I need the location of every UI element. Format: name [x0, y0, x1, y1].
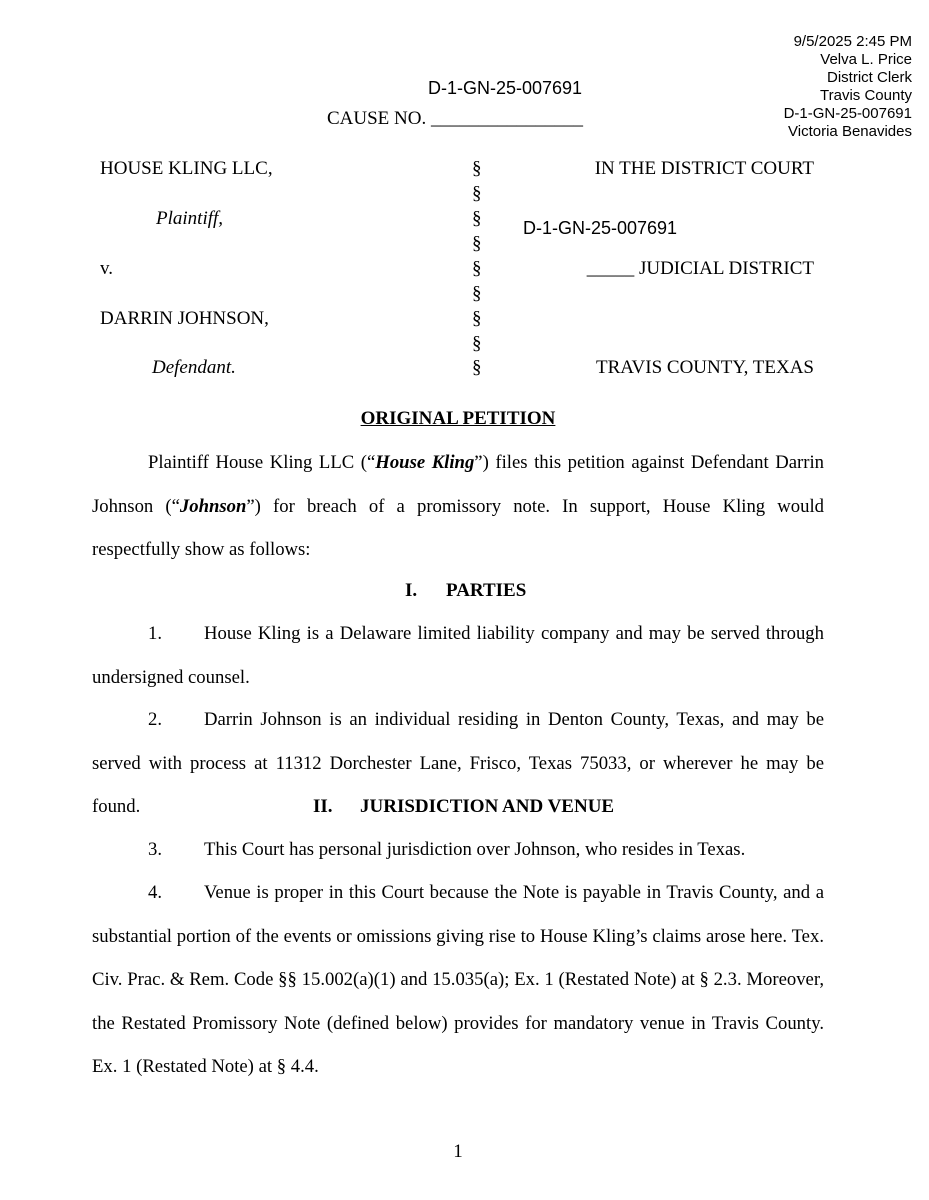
section-symbol: §	[472, 333, 482, 354]
court-line-2: _____ JUDICIAL DISTRICT	[586, 258, 814, 279]
document-title: ORIGINAL PETITION	[360, 408, 556, 429]
paragraph-2-text: Darrin Johnson is an individual residing in Denton County, Texas, and may be served with process at 11312 Dorchester Lane, Frisco, Texas 75033, or wherever he may be found.	[92, 709, 824, 817]
stamp-datetime: 9/5/2025 2:45 PM	[793, 33, 912, 50]
filing-stamp	[784, 33, 912, 141]
intro-text-2: ”) files this petition against Defendant Darrin Johnson (“	[92, 452, 824, 517]
section-symbol: §	[472, 183, 482, 204]
versus: v.	[100, 258, 114, 279]
intro-text-3: ”) for breach of a promissory note. In support, House Kling would respectfully show as follows:	[92, 495, 824, 560]
cause-number-stamp: D-1-GN-25-007691	[428, 78, 583, 98]
paragraph-4	[92, 871, 824, 1089]
stamp-deputy: Victoria Benavides	[788, 123, 912, 140]
defined-term-johnson: Johnson	[179, 495, 247, 517]
stamp-clerk-name: Velva L. Price	[820, 51, 912, 68]
paragraph-4-number: 4.	[148, 882, 163, 903]
plaintiff-role: Plaintiff,	[156, 208, 224, 229]
court-line-1: IN THE DISTRICT COURT	[594, 158, 814, 179]
paragraph-1-number: 1.	[148, 623, 163, 644]
paragraph-1-text: House Kling is a Delaware limited liability company and may be served through undersigned counsel.	[92, 623, 824, 688]
paragraph-1	[92, 612, 824, 699]
cause-label: CAUSE NO. ________________	[327, 108, 583, 129]
court-line-3: TRAVIS COUNTY, TEXAS	[595, 357, 814, 378]
section-symbol: §	[472, 258, 482, 279]
section-2-title: JURISDICTION AND VENUE	[360, 796, 615, 817]
section-symbol: §	[472, 357, 482, 378]
intro-paragraph	[92, 441, 824, 572]
stamp-cause-number: D-1-GN-25-007691	[783, 105, 912, 122]
section-symbol: §	[472, 233, 482, 254]
plaintiff-name: HOUSE KLING LLC,	[100, 158, 273, 179]
paragraph-3-text: This Court has personal jurisdiction over Johnson, who resides in Texas.	[204, 839, 746, 860]
section-2-number: II.	[313, 796, 333, 817]
paragraph-2-number: 2.	[148, 709, 163, 730]
cause-number-stamp-2: D-1-GN-25-007691	[523, 218, 678, 238]
section-symbol: §	[472, 283, 482, 304]
intro-text-1: Plaintiff House Kling LLC (“	[148, 452, 376, 473]
defendant-name: DARRIN JOHNSON,	[100, 308, 269, 329]
page-number: 1	[453, 1141, 463, 1162]
section-symbol: §	[472, 208, 482, 229]
section-symbol: §	[472, 308, 482, 329]
paragraph-3	[92, 828, 824, 872]
stamp-county: Travis County	[820, 87, 912, 104]
section-1-number: I.	[405, 580, 418, 601]
defined-term-house-kling: House Kling	[375, 452, 475, 473]
paragraph-3-number: 3.	[148, 839, 163, 860]
stamp-clerk-title: District Clerk	[827, 69, 912, 86]
defendant-role: Defendant.	[152, 357, 236, 378]
section-symbol: §	[472, 158, 482, 179]
section-1-title: PARTIES	[446, 580, 527, 601]
paragraph-4-text: Venue is proper in this Court because the Note is payable in Travis County, and a substantial portion of the events or omissions giving rise to House Kling’s claims arose here. Tex. Civ. Prac. & Rem. Code §§ 15.002(a)(1) and 15.035(a); Ex. 1 (Restated Note) at § 2.3. Moreover, the Restated Promissory Note (defined below) provides for mandatory venue in Travis County. Ex. 1 (Restated Note) at § 4.4.	[92, 882, 824, 1077]
